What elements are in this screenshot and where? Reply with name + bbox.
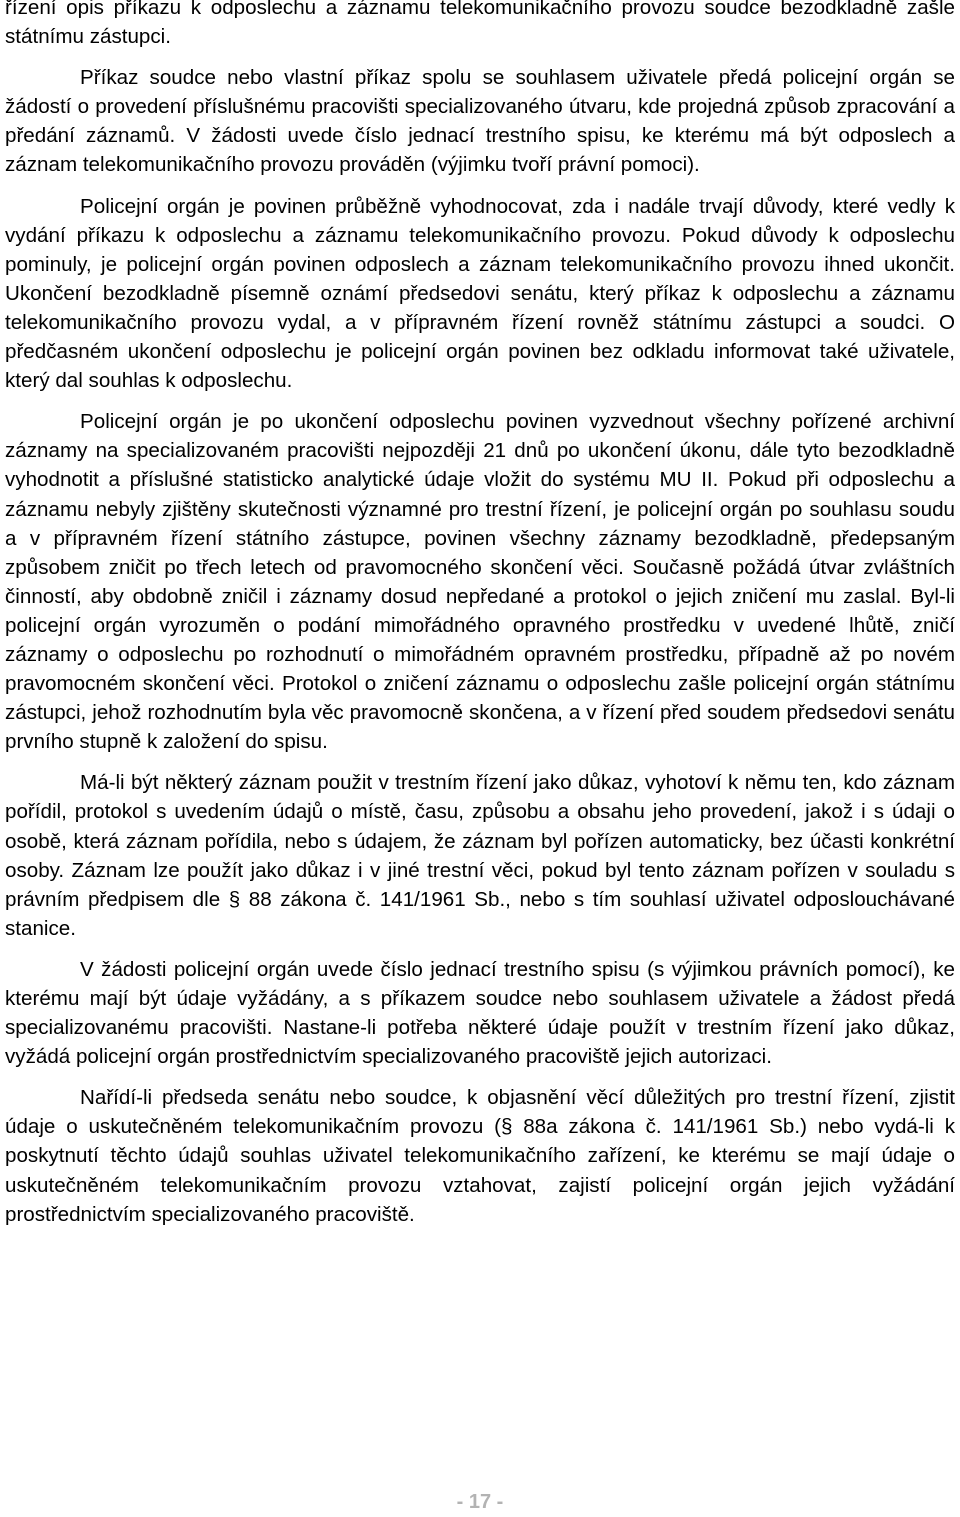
paragraph-request-submission: Příkaz soudce nebo vlastní příkaz spolu se souhlasem uživatele předá policejní orgán se žádostí o provedení příslušnému pracovišti specializovaného útvaru, kde projedná způsob zpracování a předání záznamů. V žádosti uvede číslo jednací trestního spisu, ke kterému má být odposlech a záznam telekomunikačního provozu prováděn (výjimku tvoří právní pomoci). bbox=[5, 66, 955, 177]
document-page bbox=[5, 0, 955, 1241]
paragraph-archive-records: Policejní orgán je po ukončení odposlechu povinen vyzvednout všechny pořízené archivní záznamy na specializovaném pracovišti nejpozději 21 dnů po ukončení úkonu, dále tyto bezodkladně vyhodnotit a příslušné statisticko analytické údaje vložit do systému MU II. Pokud při odposlechu a záznamu nebyly zjištěny skutečnosti významné pro trestní řízení, je policejní orgán po souhlasu soudu a v přípravném řízení státního zástupce, povinen všechny záznamy bezodkladně, předepsaným způsobem zničit po třech letech od pravomocného skončení věci. Současně požádá útvar zvláštních činností, aby obdobně zničil i záznamy dosud nepředané a protokol o jejich zničení mu zaslal. Byl-li policejní orgán vyrozuměn o podání mimořádného opravného prostředku v uvedené lhůtě, zničí záznamy o odposlechu po rozhodnutí o mimořádném opravném prostředku, případně až po novém pravomocném skončení věci. Protokol o zničení záznamu o odposlechu zašle policejní orgán státnímu zástupci, jehož rozhodnutím byla věc pravomocně skončena, a v řízení před soudem předsedovi senátu prvního stupně k založení do spisu. bbox=[5, 410, 955, 754]
paragraph-data-request: V žádosti policejní orgán uvede číslo jednací trestního spisu (s výjimkou právních pomocí), ke kterému mají být údaje vyžádány, a s příkazem soudce nebo souhlasem uživatele a žádost předá specializovanému pracovišti. Nastane-li potřeba některé údaje použít v trestním řízení jako důkaz, vyžádá policejní orgán prostřednictvím specializovaného pracoviště jejich autorizaci. bbox=[5, 957, 955, 1069]
paragraph-evidence-protocol: Má-li být některý záznam použit v trestním řízení jako důkaz, vyhotoví k němu ten, kdo záznam pořídil, protokol s uvedením údajů o místě, času, způsobu a obsahu jeho provedení, jakož i s údaji o osobě, která záznam pořídila, nebo s údajem, že záznam byl pořízen automaticky, bez účasti konkrétní osoby. Záznam lze použít jako důkaz i v jiné trestní věci, pokud byl tento záznam pořízen v souladu s právním předpisem dle § 88 zákona č. 141/1961 Sb., nebo s tím souhlasí uživatel odposlouchávané stanice. bbox=[5, 771, 955, 940]
paragraph-continued: řízení opis příkazu k odposlechu a záznamu telekomunikačního provozu soudce bezodkladně zašle státnímu zástupci. bbox=[5, 0, 955, 49]
page-number: - 17 - bbox=[456, 1491, 504, 1513]
paragraph-traffic-data: Nařídí-li předseda senátu nebo soudce, k objasnění věcí důležitých pro trestní řízení, zjistit údaje o uskutečněném telekomunikačním provozu (§ 88a zákona č. 141/1961 Sb.) nebo vydá-li k poskytnutí těchto údajů souhlas uživatel telekomunikačního zařízení, ke kterému se mají údaje o uskutečněném telekomunikačním provozu vztahovat, zajistí policejní orgán jejich vyžádání prostřednictvím specializovaného pracoviště. bbox=[5, 1086, 955, 1226]
paragraph-evaluation: Policejní orgán je povinen průběžně vyhodnocovat, zda i nadále trvají důvody, které vedly k vydání příkazu k odposlechu a záznamu telekomunikačního provozu. Pokud důvody k odposlechu pominuly, je policejní orgán povinen odposlech a záznam telekomunikačního provozu ihned ukončit. Ukončení bezodkladně písemně oznámí předsedovi senátu, který příkaz k odposlechu a záznamu telekomunikačního provozu vydal, a v přípravném řízení rovněž státnímu zástupci a soudci. O předčasném ukončení odposlechu je policejní orgán povinen bez odkladu informovat také uživatele, který dal souhlas k odposlechu. bbox=[5, 194, 955, 393]
